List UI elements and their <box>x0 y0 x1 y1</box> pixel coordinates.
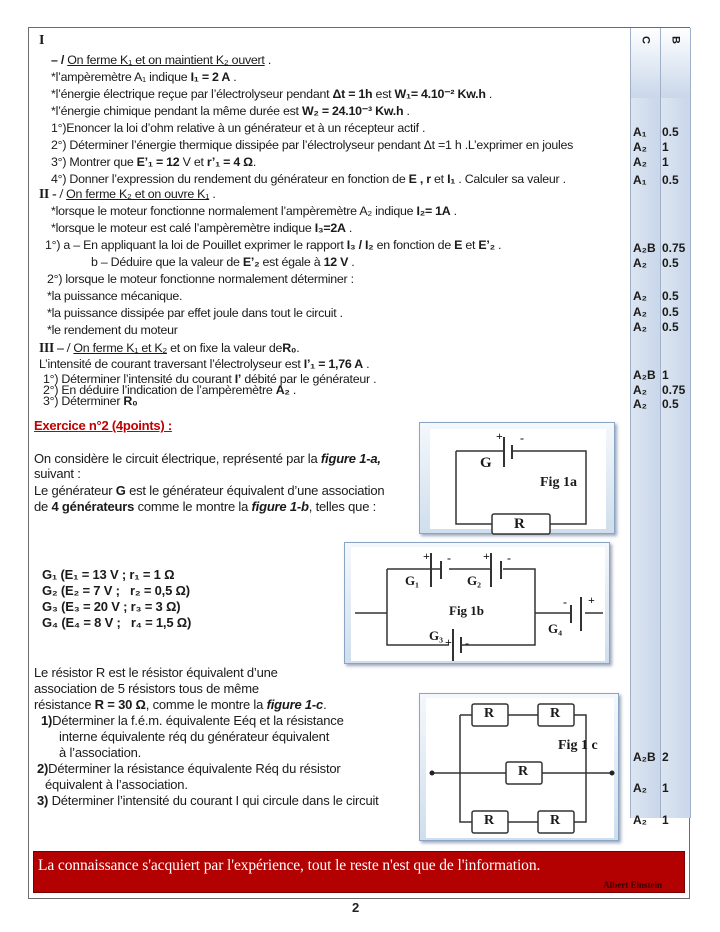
exercise2-question-1-line2: interne équivalente réq du générateur équivalent <box>59 729 330 744</box>
exercise2-question-2: 2)Déterminer la résistance équivalente Réq du résistor <box>37 761 341 776</box>
score-c: A₁ <box>633 173 647 187</box>
exercise2-question-2-line2: équivalent à l’association. <box>45 777 188 792</box>
g3-plus: + <box>445 635 452 649</box>
part2-question-2: 2°) lorsque le moteur fonctionne normalement déterminer : <box>47 272 354 286</box>
resistor-label: R <box>484 813 495 828</box>
score-b: 0.75 <box>662 241 686 255</box>
resistor-label: R <box>518 764 529 779</box>
quote-author: Albert Einstein <box>603 880 662 890</box>
part3-question-2: 2°) En déduire l’indication de l’ampèremètre A₂ . <box>43 383 297 397</box>
g2-plus: + <box>483 549 490 563</box>
score-b: 0.5 <box>662 256 679 270</box>
g4-plus: + <box>588 593 595 607</box>
score-c: A₂ <box>633 813 647 827</box>
figure-label: Fig 1b <box>449 603 485 618</box>
score-b: 0.5 <box>662 125 679 139</box>
resistor-label: R <box>484 706 495 721</box>
score-c: A₂ <box>633 289 647 303</box>
part1-question-1: 1°)Enoncer la loi d’ohm relative à un générateur et à un récepteur actif . <box>51 121 426 135</box>
page-number: 2 <box>352 900 360 915</box>
plus-sign: + <box>496 429 503 443</box>
part2-question-2b: *la puissance dissipée par effet joule dans tout le circuit . <box>47 306 343 320</box>
generator-g4: G₄ (E₄ = 8 V ; r₄ = 1,5 Ω) <box>42 615 192 630</box>
g4-label: G₄ <box>548 621 563 636</box>
part2-question-2a: *la puissance mécanique. <box>47 289 183 303</box>
score-b: 0.5 <box>662 305 679 319</box>
part2-data-1: *lorsque le moteur fonctionne normalement l’ampèremètre A₂ indique I₂= 1A . <box>51 204 457 218</box>
g2-minus: - <box>507 551 511 565</box>
exercise2-paragraph-2: Le générateur G est le générateur équivalent d’une association <box>34 483 385 498</box>
part3-data: L’intensité de courant traversant l’électrolyseur est I’₁ = 1,76 A . <box>39 357 370 371</box>
g4-minus: - <box>563 595 567 609</box>
score-c: A₁ <box>633 125 647 139</box>
figure-label: Fig 1 c <box>558 738 598 753</box>
resistor-label: R <box>550 813 561 828</box>
exercise2-paragraph-1b: suivant : <box>34 466 81 481</box>
score-b: 1 <box>662 140 669 154</box>
figure-1c <box>419 693 619 841</box>
score-b: 2 <box>662 750 669 764</box>
score-c: A₂B <box>633 368 656 382</box>
part3-question-3: 3°) Déterminer R₀ <box>43 394 138 408</box>
part1-data-2: *l’énergie électrique reçue par l’électrolyseur pendant Δt = 1h est W₁= 4.10⁻² Kw.h . <box>51 87 493 101</box>
score-c: A₂ <box>633 320 647 334</box>
quote-banner <box>33 851 685 893</box>
score-b: 1 <box>662 155 669 169</box>
exercise2-question-3: 3) Déterminer l’intensité du courant I qui circule dans le circuit <box>37 793 379 808</box>
score-c: A₂ <box>633 256 647 270</box>
exercise2-question-1: 1)Déterminer la f.é.m. équivalente Eéq et la résistance <box>41 713 344 728</box>
resistor-label: R <box>550 706 561 721</box>
score-c: A₂B <box>633 750 656 764</box>
score-b: 0.75 <box>662 383 686 397</box>
part1-question-4: 4°) Donner l’expression du rendement du générateur en fonction de E , r et I₁ . Calculer sa valeur . <box>51 172 566 186</box>
part1-question-2: 2°) Déterminer l’énergie thermique dissipée par l’électrolyseur pendant Δt =1 h .L’exprimer en joules <box>51 138 574 152</box>
part2-data-2: *lorsque le moteur est calé l’ampèremètre indique I₃=2A . <box>51 221 353 235</box>
score-b: 0.5 <box>662 397 679 411</box>
generator-g1: G₁ (E₁ = 13 V ; r₁ = 1 Ω <box>42 567 175 582</box>
g1-plus: + <box>423 549 430 563</box>
part2-question-1a: 1°) a – En appliquant la loi de Pouillet exprimer le rapport I₃ / I₂ en fonction de E et E’₂ . <box>45 238 502 252</box>
part2-question-1b: b – Déduire que la valeur de E’₂ est égale à 12 V . <box>91 255 355 269</box>
part1-data-1: *l’ampèremètre A₁ indique I₁ = 2 A . <box>51 70 237 84</box>
score-c: A₂ <box>633 383 647 397</box>
part2-heading: II - / On ferme K₂ et on ouvre K₁ . <box>39 186 216 201</box>
exercise2-question-1-line3: à l’association. <box>59 745 142 760</box>
score-c: A₂B <box>633 241 656 255</box>
g2-label: G₂ <box>467 573 482 588</box>
figure-1a <box>419 422 615 534</box>
score-b: 0.5 <box>662 320 679 334</box>
score-c: A₂ <box>633 397 647 411</box>
score-c: A₂ <box>633 305 647 319</box>
part1-intro: – / On ferme K₁ et on maintient K₂ ouvert . <box>51 53 272 67</box>
generator-label: G <box>480 455 492 471</box>
g3-label: G₃ <box>429 628 444 643</box>
exercise2-paragraph-3: de 4 générateurs comme le montre la figure 1-b, telles que : <box>34 499 377 514</box>
g1-minus: - <box>447 551 451 565</box>
g1-label: G₁ <box>405 573 420 588</box>
exercise2-paragraph-1: On considère le circuit électrique, représenté par la figure 1-a, <box>34 451 381 466</box>
score-c: A₂ <box>633 155 647 169</box>
score-b: 1 <box>662 813 669 827</box>
exercise2-title: Exercice n°2 (4points) : <box>34 418 172 433</box>
resistor-description-2: association de 5 résistors tous de même <box>34 681 259 696</box>
figure-1b <box>344 542 610 664</box>
part2-question-2c: *le rendement du moteur <box>47 323 178 337</box>
figure-label: Fig 1a <box>540 475 577 490</box>
generator-g2: G₂ (E₂ = 7 V ; r₂ = 0,5 Ω) <box>42 583 190 598</box>
resistor-label: R <box>514 516 525 532</box>
part1-data-3: *l’énergie chimique pendant la même durée est W₂ = 24.10⁻³ Kw.h . <box>51 104 410 118</box>
score-b: 0.5 <box>662 289 679 303</box>
score-b: 1 <box>662 781 669 795</box>
g3-minus: - <box>465 636 469 650</box>
part3-heading: III – / On ferme K₁ et K₂ et on fixe la valeur deR₀. <box>39 340 300 355</box>
score-b: 1 <box>662 368 669 382</box>
score-b: 0.5 <box>662 173 679 187</box>
part1-heading: I <box>39 33 45 48</box>
minus-sign: - <box>520 431 524 445</box>
resistor-description-1: Le résistor R est le résistor équivalent d’une <box>34 665 278 680</box>
resistor-description-3: résistance R = 30 Ω, comme le montre la figure 1-c. <box>34 697 327 712</box>
part1-question-3: 3°) Montrer que E’₁ = 12 V et r’₁ = 4 Ω. <box>51 155 257 169</box>
score-c: A₂ <box>633 781 647 795</box>
exam-page <box>28 27 690 899</box>
column-header-b: B <box>669 36 682 44</box>
quote-text: La connaissance s'acquiert par l'expérience, tout le reste n'est que de l'information. <box>38 857 541 874</box>
column-header-c: C <box>639 36 652 44</box>
part3-question-1: 1°) Déterminer l’intensité du courant I’ débité par le générateur . <box>43 372 377 386</box>
score-c: A₂ <box>633 140 647 154</box>
generator-g3: G₃ (E₃ = 20 V ; r₃ = 3 Ω) <box>42 599 181 614</box>
